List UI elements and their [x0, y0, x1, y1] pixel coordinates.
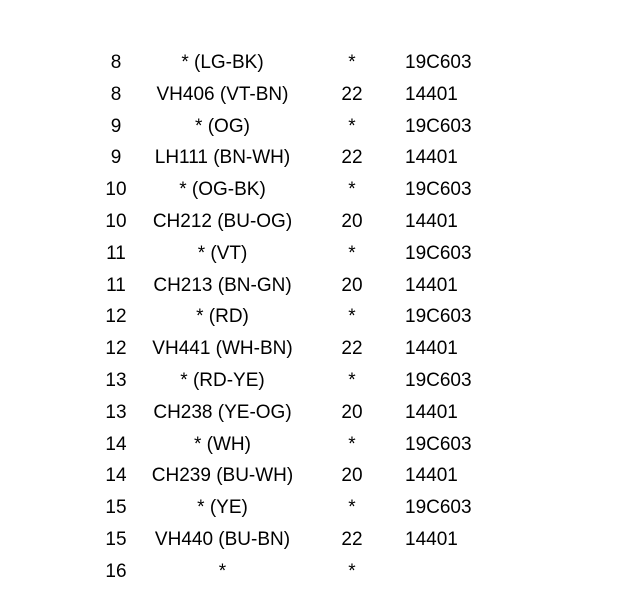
gauge-cell: * — [348, 497, 356, 519]
connector-cell: 19C603 — [405, 52, 472, 73]
gauge-cell: * — [348, 115, 356, 137]
gauge-cell: 22 — [341, 147, 363, 169]
table-row — [0, 79, 640, 111]
circuit-cell: CH212 (BU-OG) — [152, 210, 293, 232]
pin-cell: 8 — [110, 52, 122, 73]
table-row — [0, 111, 640, 143]
table-row — [0, 556, 640, 588]
gauge-cell: * — [348, 433, 356, 455]
connector-cell: 19C603 — [405, 306, 472, 328]
connector-cell: 19C603 — [405, 497, 472, 519]
table-row — [0, 142, 640, 174]
gauge-cell: * — [348, 560, 356, 582]
connector-cell: 19C603 — [405, 115, 472, 137]
connector-cell: 14401 — [405, 147, 458, 169]
circuit-cell: * (LG-BK) — [181, 52, 264, 73]
pin-cell: 9 — [110, 115, 122, 137]
gauge-cell: * — [348, 52, 356, 73]
pin-cell: 11 — [106, 242, 126, 264]
pin-cell: 16 — [105, 560, 127, 582]
circuit-cell: CH213 (BN-GN) — [153, 274, 292, 296]
circuit-cell: * — [218, 560, 227, 582]
connector-cell: 14401 — [405, 338, 458, 360]
connector-cell: 19C603 — [405, 433, 472, 455]
gauge-cell: 22 — [341, 528, 363, 550]
connector-cell: 19C603 — [405, 179, 472, 201]
circuit-cell: LH111 (BN-WH) — [154, 147, 291, 169]
pin-cell: 10 — [105, 210, 127, 232]
pin-cell: 12 — [105, 338, 127, 360]
pin-cell: 15 — [105, 497, 127, 519]
circuit-cell: * (WH) — [194, 433, 251, 455]
gauge-cell: 22 — [341, 338, 363, 360]
pin-cell: 11 — [106, 274, 126, 296]
table-row — [0, 238, 640, 270]
circuit-cell: * (OG) — [195, 115, 250, 137]
circuit-cell: * (RD) — [196, 306, 249, 328]
table-row — [0, 365, 640, 397]
pin-cell: 9 — [110, 147, 122, 169]
circuit-cell: CH239 (BU-WH) — [151, 465, 294, 487]
connector-cell: 19C603 — [405, 369, 472, 391]
table-row — [0, 492, 640, 524]
circuit-cell: * (RD-YE) — [180, 369, 265, 391]
pin-cell: 15 — [105, 528, 127, 550]
connector-cell: 14401 — [405, 274, 458, 296]
pin-cell: 8 — [110, 83, 122, 105]
circuit-cell: CH238 (YE-OG) — [153, 401, 292, 423]
table-row — [0, 47, 640, 79]
gauge-cell: * — [348, 369, 356, 391]
connector-cell: 14401 — [405, 210, 458, 232]
circuit-cell: * (YE) — [197, 497, 248, 519]
connector-cell: 14401 — [405, 528, 458, 550]
pin-cell: 13 — [105, 401, 127, 423]
gauge-cell: 20 — [341, 274, 363, 296]
pin-cell: 14 — [105, 465, 127, 487]
gauge-cell: 20 — [341, 210, 363, 232]
gauge-cell: 20 — [341, 465, 363, 487]
connector-cell: 19C603 — [405, 242, 472, 264]
gauge-cell: * — [348, 306, 356, 328]
table-row — [0, 397, 640, 429]
gauge-cell: * — [348, 242, 356, 264]
table-row — [0, 429, 640, 461]
table-row — [0, 524, 640, 556]
table-row — [0, 206, 640, 238]
circuit-cell: VH406 (VT-BN) — [156, 83, 289, 105]
pin-cell: 14 — [105, 433, 127, 455]
connector-cell: 14401 — [405, 83, 458, 105]
gauge-cell: * — [348, 179, 356, 201]
circuit-cell: VH441 (WH-BN) — [152, 338, 293, 360]
pin-cell: 12 — [105, 306, 127, 328]
table-row — [0, 460, 640, 492]
pin-cell: 13 — [105, 369, 127, 391]
gauge-cell: 22 — [341, 83, 363, 105]
gauge-cell: 20 — [341, 401, 363, 423]
connector-cell: 14401 — [405, 465, 458, 487]
pin-cell: 10 — [105, 179, 127, 201]
table-row — [0, 270, 640, 302]
circuit-cell: VH440 (BU-BN) — [154, 528, 291, 550]
connector-cell: 14401 — [405, 401, 458, 423]
table-row — [0, 174, 640, 206]
circuit-cell: * (VT) — [197, 242, 248, 264]
table-row — [0, 301, 640, 333]
wire-table — [0, 47, 640, 588]
circuit-cell: * (OG-BK) — [179, 179, 266, 201]
table-row — [0, 333, 640, 365]
